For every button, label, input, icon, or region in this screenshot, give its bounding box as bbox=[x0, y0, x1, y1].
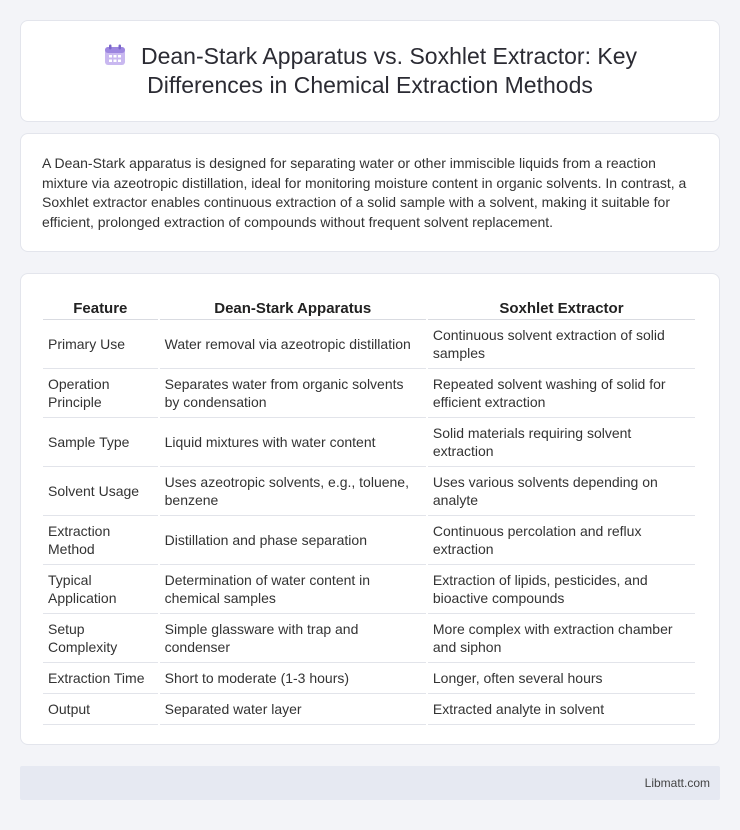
comparison-table bbox=[41, 294, 697, 725]
soxhlet-cell: Longer, often several hours bbox=[428, 663, 695, 694]
dean-stark-cell: Uses azeotropic solvents, e.g., toluene, benzene bbox=[160, 467, 426, 516]
feature-cell: Extraction Time bbox=[43, 663, 158, 694]
feature-cell: Setup Complexity bbox=[43, 614, 158, 663]
table-row bbox=[43, 320, 695, 369]
feature-cell: Operation Principle bbox=[43, 369, 158, 418]
feature-cell: Output bbox=[43, 694, 158, 725]
feature-cell: Typical Application bbox=[43, 565, 158, 614]
intro-card bbox=[20, 133, 720, 252]
dean-stark-cell: Simple glassware with trap and condenser bbox=[160, 614, 426, 663]
soxhlet-cell: Uses various solvents depending on analyte bbox=[428, 467, 695, 516]
comparison-card bbox=[20, 273, 720, 745]
dean-stark-cell: Determination of water content in chemical samples bbox=[160, 565, 426, 614]
dean-stark-cell: Short to moderate (1-3 hours) bbox=[160, 663, 426, 694]
table-row bbox=[43, 418, 695, 467]
column-header-dean-stark: Dean-Stark Apparatus bbox=[160, 294, 426, 320]
dean-stark-cell: Water removal via azeotropic distillation bbox=[160, 320, 426, 369]
soxhlet-cell: More complex with extraction chamber and siphon bbox=[428, 614, 695, 663]
table-row bbox=[43, 694, 695, 725]
dean-stark-cell: Distillation and phase separation bbox=[160, 516, 426, 565]
page-title bbox=[61, 42, 679, 100]
table-row bbox=[43, 614, 695, 663]
table-row bbox=[43, 369, 695, 418]
dean-stark-cell: Separates water from organic solvents by condensation bbox=[160, 369, 426, 418]
column-header-feature: Feature bbox=[43, 294, 158, 320]
dean-stark-cell: Separated water layer bbox=[160, 694, 426, 725]
table-row bbox=[43, 516, 695, 565]
soxhlet-cell: Extracted analyte in solvent bbox=[428, 694, 695, 725]
feature-cell: Solvent Usage bbox=[43, 467, 158, 516]
feature-cell: Primary Use bbox=[43, 320, 158, 369]
table-row bbox=[43, 467, 695, 516]
intro-paragraph: A Dean-Stark apparatus is designed for separating water or other immiscible liquids from a reaction mixture via azeotropic distillation, ideal for monitoring moisture content in organic solvents. In contrast, a Soxhlet extractor enables continuous extraction of a solid sample with a solvent, making it suitable for efficient, prolonged extraction of compounds without frequent solvent replacement. bbox=[42, 155, 687, 230]
table-row bbox=[43, 565, 695, 614]
feature-cell: Extraction Method bbox=[43, 516, 158, 565]
table-header-row bbox=[43, 294, 695, 320]
footer-bar bbox=[20, 766, 720, 800]
feature-cell: Sample Type bbox=[43, 418, 158, 467]
title-card bbox=[20, 20, 720, 122]
column-header-soxhlet: Soxhlet Extractor bbox=[428, 294, 695, 320]
soxhlet-cell: Extraction of lipids, pesticides, and bioactive compounds bbox=[428, 565, 695, 614]
soxhlet-cell: Continuous solvent extraction of solid samples bbox=[428, 320, 695, 369]
soxhlet-cell: Solid materials requiring solvent extraction bbox=[428, 418, 695, 467]
table-row bbox=[43, 663, 695, 694]
calendar-icon bbox=[103, 43, 127, 67]
dean-stark-cell: Liquid mixtures with water content bbox=[160, 418, 426, 467]
soxhlet-cell: Continuous percolation and reflux extraction bbox=[428, 516, 695, 565]
footer-brand: Libmatt.com bbox=[644, 776, 710, 790]
page-title-text: Dean-Stark Apparatus vs. Soxhlet Extractor: Key Differences in Chemical Extraction Methods bbox=[140, 43, 637, 98]
soxhlet-cell: Repeated solvent washing of solid for efficient extraction bbox=[428, 369, 695, 418]
